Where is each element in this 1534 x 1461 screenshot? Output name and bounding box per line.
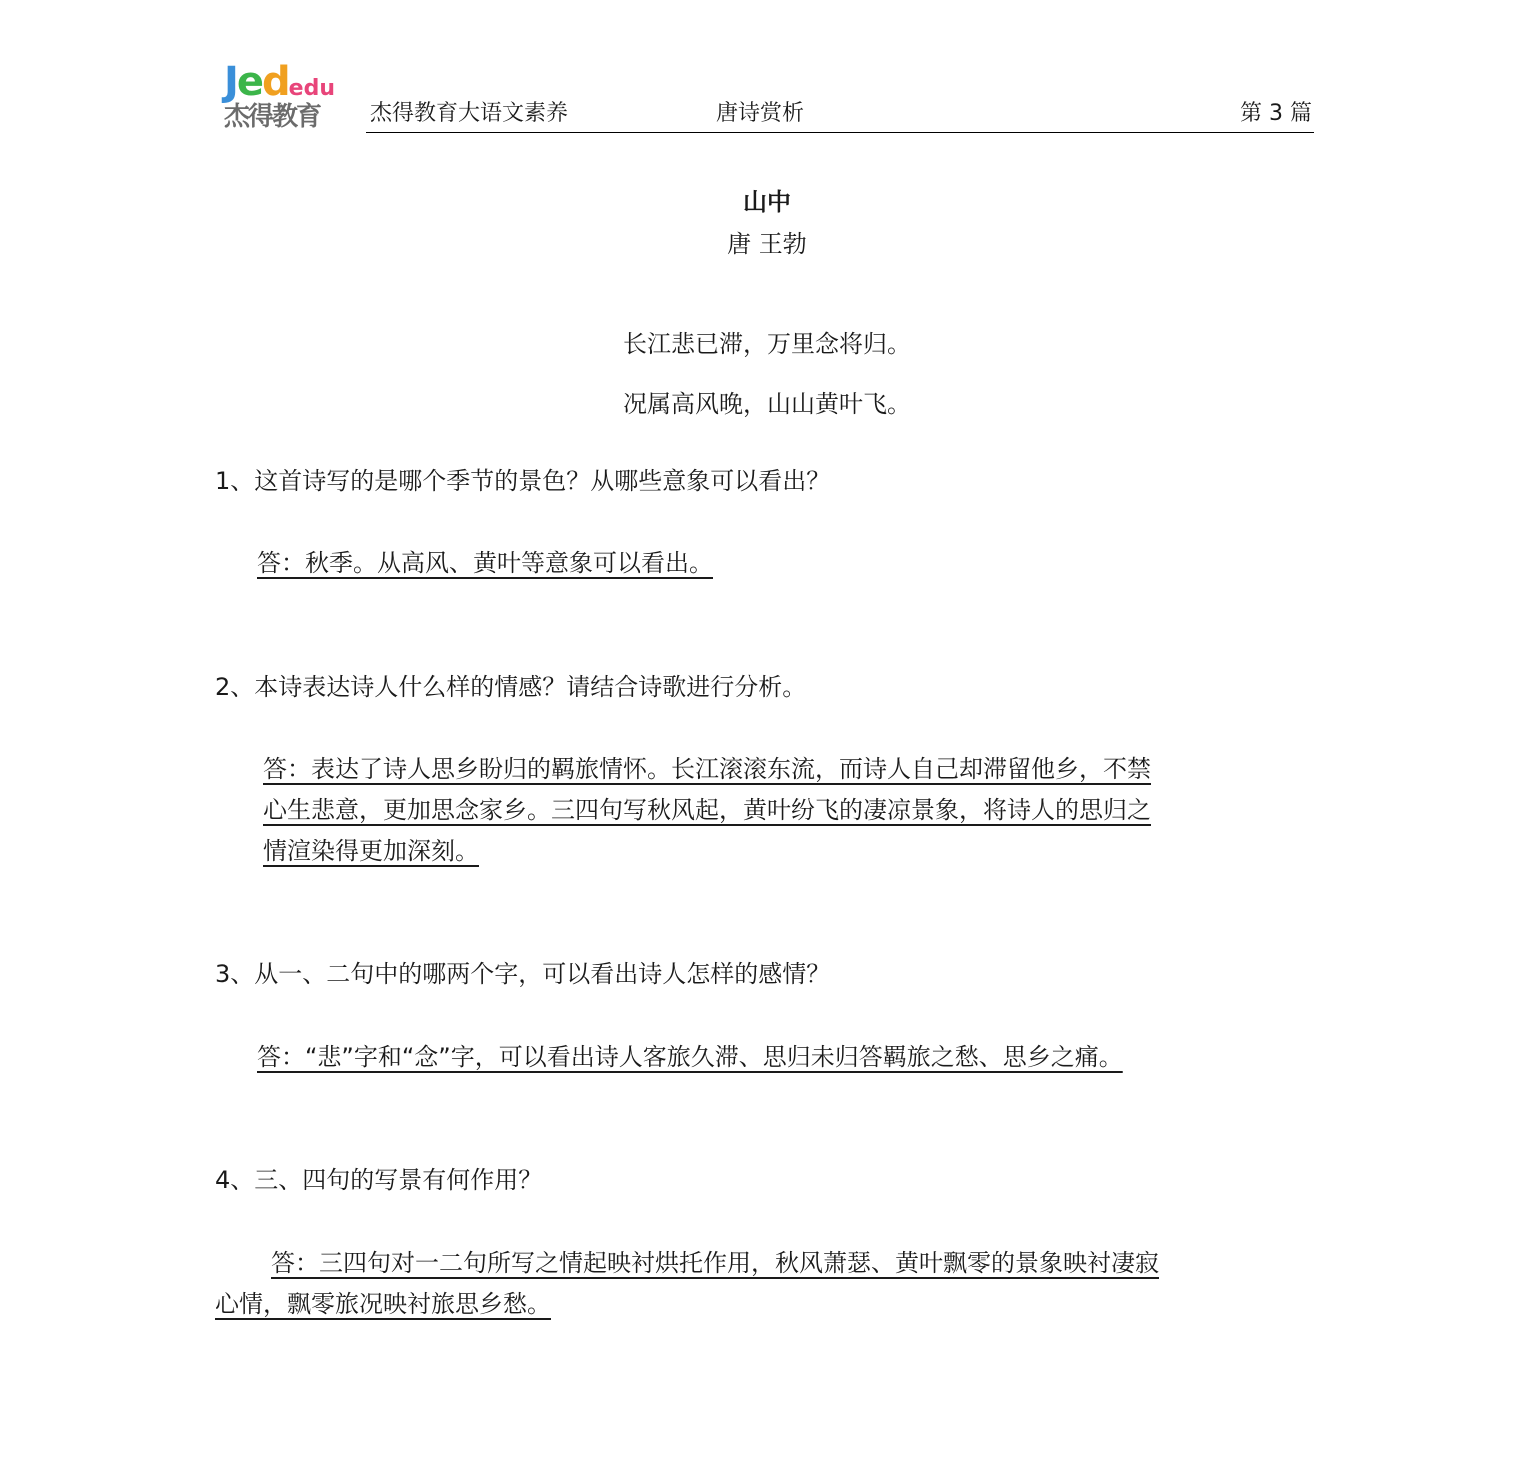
question-2: 2、本诗表达诗人什么样的情感？请结合诗歌进行分析。 — [215, 673, 807, 701]
poem-line: 长江悲已滞，万里念将归。 — [623, 330, 911, 358]
header-course: 杰得教育大语文素养 — [370, 101, 569, 126]
logo-letter-d: d — [262, 59, 289, 105]
header-chapter: 第 3 篇 — [1240, 101, 1312, 126]
answer-4-line: 心情，飘零旅况映衬旅思乡愁。 — [215, 1290, 551, 1318]
logo-letter-j: J — [224, 59, 237, 105]
answer-2-line: 答：表达了诗人思乡盼归的羁旅情怀。长江滚滚东流，而诗人自己却滞留他乡，不禁 — [263, 755, 1151, 783]
poem-title: 山中 — [743, 188, 791, 216]
header-topic: 唐诗赏析 — [716, 101, 805, 126]
poem-line: 况属高风晚，山山黄叶飞。 — [623, 390, 911, 418]
answer-4-line: 答：三四句对一二句所写之情起映衬烘托作用，秋风萧瑟、黄叶飘零的景象映衬凄寂 — [271, 1249, 1159, 1277]
logo-chinese: 杰得教育 — [224, 102, 321, 132]
answer-2-line: 心生悲意，更加思念家乡。三四句写秋风起，黄叶纷飞的凄凉景象，将诗人的思归之 — [263, 796, 1151, 824]
poem-author: 唐 王勃 — [727, 230, 807, 258]
question-1: 1、这首诗写的是哪个季节的景色？从哪些意象可以看出？ — [215, 467, 831, 495]
jededu-logo — [224, 60, 344, 136]
answer-2-line: 情渲染得更加深刻。 — [263, 837, 479, 865]
question-4: 4、三、四句的写景有何作用？ — [215, 1166, 543, 1194]
question-3: 3、从一、二句中的哪两个字，可以看出诗人怎样的感情？ — [215, 960, 831, 988]
answer-3: 答：“悲”字和“念”字，可以看出诗人客旅久滞、思归未归答羁旅之愁、思乡之痛。 — [257, 1043, 1123, 1071]
logo-letter-e: e — [236, 59, 263, 105]
logo-letters-edu: edu — [288, 76, 336, 101]
header-rule — [366, 132, 1314, 133]
answer-1: 答：秋季。从高风、黄叶等意象可以看出。 — [257, 549, 713, 577]
